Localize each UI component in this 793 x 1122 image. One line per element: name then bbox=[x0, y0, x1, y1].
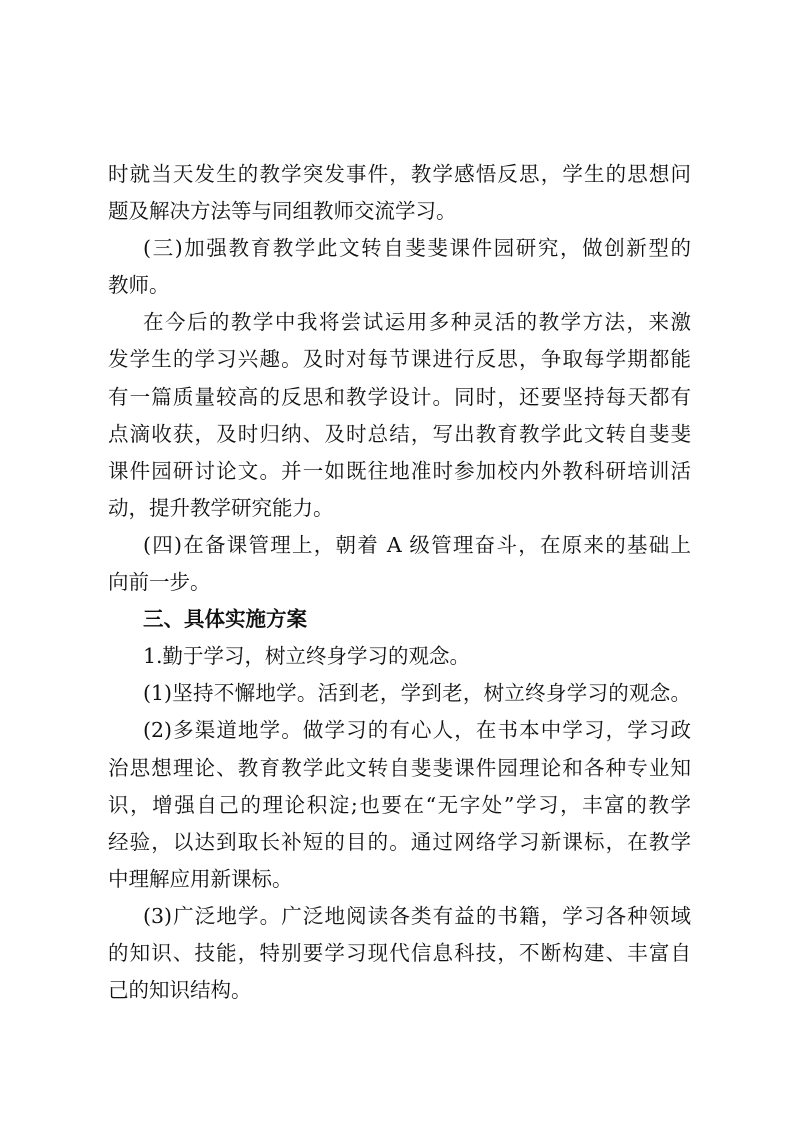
text-line: 中理解应用新课标。 bbox=[108, 866, 293, 891]
text-line: (三)加强教育教学此文转自斐斐课件园研究，做创新型的 bbox=[143, 236, 691, 261]
text-line: 点滴收获，及时归纳、及时总结，写出教育教学此文转自斐斐 bbox=[108, 421, 691, 446]
text-line: 课件园研讨论文。并一如既往地准时参加校内外教科研培训活 bbox=[108, 458, 691, 483]
text-line: 动，提升教学研究能力。 bbox=[108, 495, 334, 520]
text-line: 经验，以达到取长补短的目的。通过网络学习新课标，在教学 bbox=[108, 829, 691, 854]
text-line: 己的知识结构。 bbox=[108, 978, 252, 1003]
text-line: 向前一步。 bbox=[108, 570, 211, 595]
text-line: (3)广泛地学。广泛地阅读各类有益的书籍，学习各种领域 bbox=[143, 903, 691, 928]
text-line: (2)多渠道地学。做学习的有心人，在书本中学习，学习政 bbox=[143, 718, 691, 743]
text-line: (四)在备课管理上，朝着 A 级管理奋斗，在原来的基础上 bbox=[143, 532, 691, 557]
text-line: 有一篇质量较高的反思和教学设计。同时，还要坚持每天都有 bbox=[108, 384, 691, 409]
text-line: 的知识、技能，特别要学习现代信息科技，不断构建、丰富自 bbox=[108, 940, 691, 965]
text-line: 发学生的学习兴趣。及时对每节课进行反思，争取每学期都能 bbox=[108, 347, 691, 372]
text-line: 治思想理论、教育教学此文转自斐斐课件园理论和各种专业知 bbox=[108, 755, 691, 780]
document-body bbox=[108, 156, 691, 1009]
text-line: 1.勤于学习，树立终身学习的观念。 bbox=[143, 644, 471, 669]
text-line: 识，增强自己的理论积淀;也要在“无字处”学习，丰富的教学 bbox=[108, 792, 691, 817]
text-line: 时就当天发生的教学突发事件，教学感悟反思，学生的思想问 bbox=[108, 162, 691, 186]
text-line: 教师。 bbox=[108, 273, 170, 298]
text-line: (1)坚持不懈地学。活到老，学到老，树立终身学习的观念。 bbox=[143, 681, 691, 706]
text-line: 在今后的教学中我将尝试运用多种灵活的教学方法，来激 bbox=[143, 310, 691, 335]
text-line: 题及解决方法等与同组教师交流学习。 bbox=[108, 199, 457, 224]
section-heading: 三、具体实施方案 bbox=[143, 607, 307, 632]
